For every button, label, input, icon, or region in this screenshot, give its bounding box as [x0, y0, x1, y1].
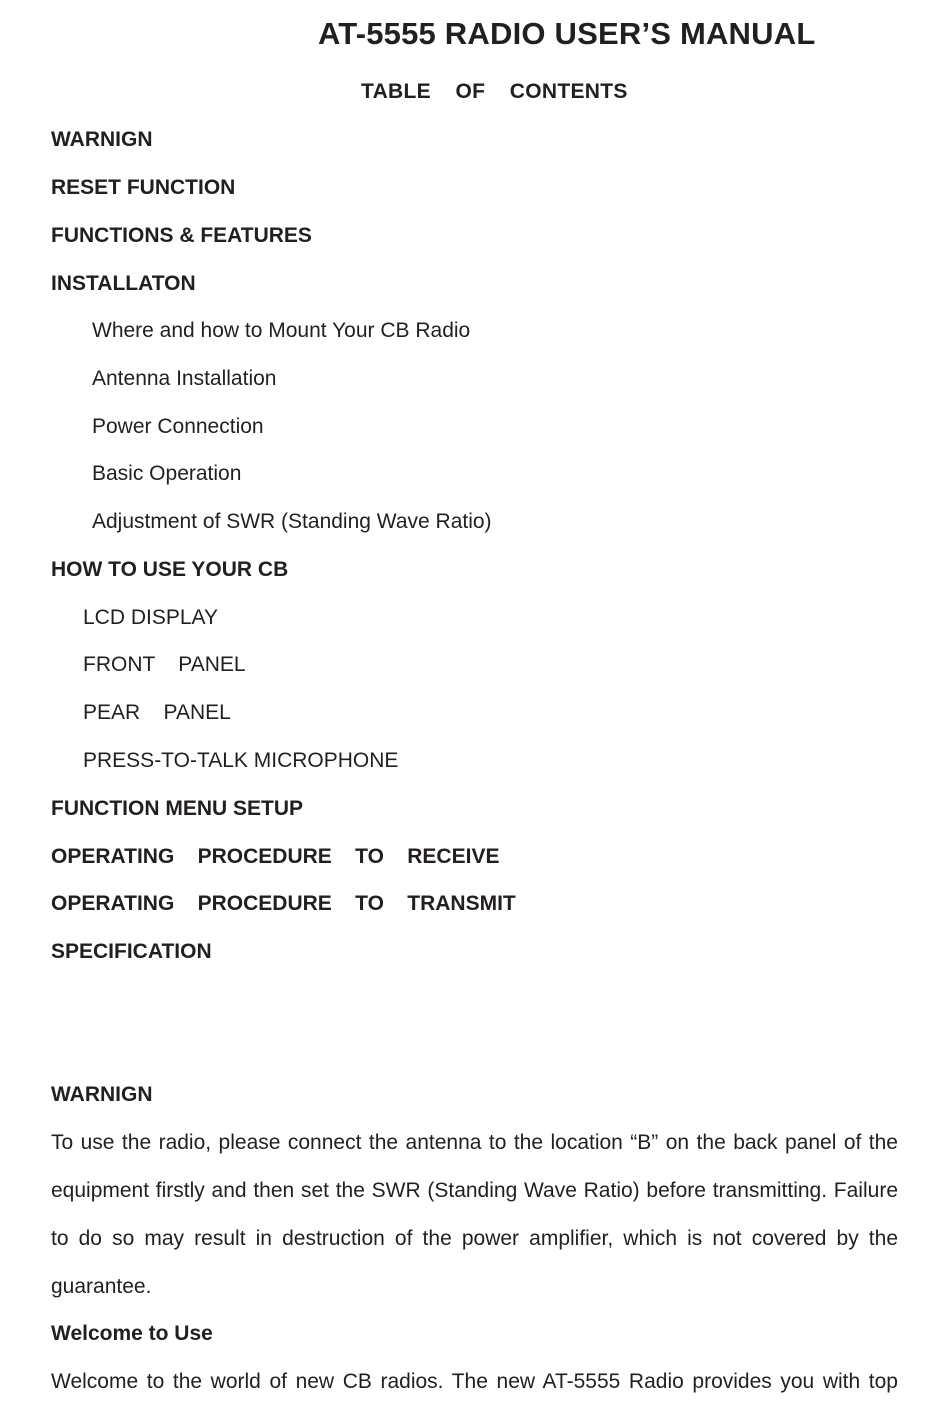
toc-subitem-microphone: PRESS-TO-TALK MICROPHONE: [83, 749, 399, 772]
toc-item-functions-features: FUNCTIONS & FEATURES: [51, 224, 312, 247]
toc-subitem-power-connection: Power Connection: [92, 415, 264, 438]
warning-heading: WARNIGN: [51, 1083, 153, 1106]
toc-subitem-lcd-display: LCD DISPLAY: [83, 606, 218, 629]
toc-subitem-swr-adjustment: Adjustment of SWR (Standing Wave Ratio): [92, 510, 492, 533]
toc-subitem-rear-panel: PEAR PANEL: [83, 701, 231, 724]
toc-item-procedure-receive: OPERATING PROCEDURE TO RECEIVE: [51, 845, 500, 868]
warning-paragraph: To use the radio, please connect the antenna to the location “B” on the back panel of the equipment firstly and then set the SWR (Standing Wave Ratio) before transmitting. Failure to do so may result in destruction of the power amplifier, which is not covered by the guarantee.: [51, 1131, 898, 1298]
toc-item-procedure-transmit: OPERATING PROCEDURE TO TRANSMIT: [51, 892, 516, 915]
toc-item-warning: WARNIGN: [51, 128, 153, 151]
toc-subitem-basic-operation: Basic Operation: [92, 462, 242, 485]
welcome-paragraph: Welcome to the world of new CB radios. The new AT-5555 Radio provides you with top: [51, 1370, 898, 1393]
toc-subitem-mount: Where and how to Mount Your CB Radio: [92, 319, 471, 342]
toc-subitem-antenna-installation: Antenna Installation: [92, 367, 277, 390]
toc-item-reset-function: RESET FUNCTION: [51, 176, 236, 199]
toc-subitem-front-panel: FRONT PANEL: [83, 653, 246, 676]
toc-item-function-menu-setup: FUNCTION MENU SETUP: [51, 797, 303, 820]
toc-item-installation: INSTALLATON: [51, 272, 196, 295]
toc-item-how-to-use: HOW TO USE YOUR CB: [51, 558, 289, 581]
welcome-heading: Welcome to Use: [51, 1322, 213, 1345]
document-title: AT-5555 RADIO USER’S MANUAL: [318, 16, 816, 51]
toc-heading: TABLE OF CONTENTS: [361, 80, 628, 103]
toc-item-specification: SPECIFICATION: [51, 940, 212, 963]
